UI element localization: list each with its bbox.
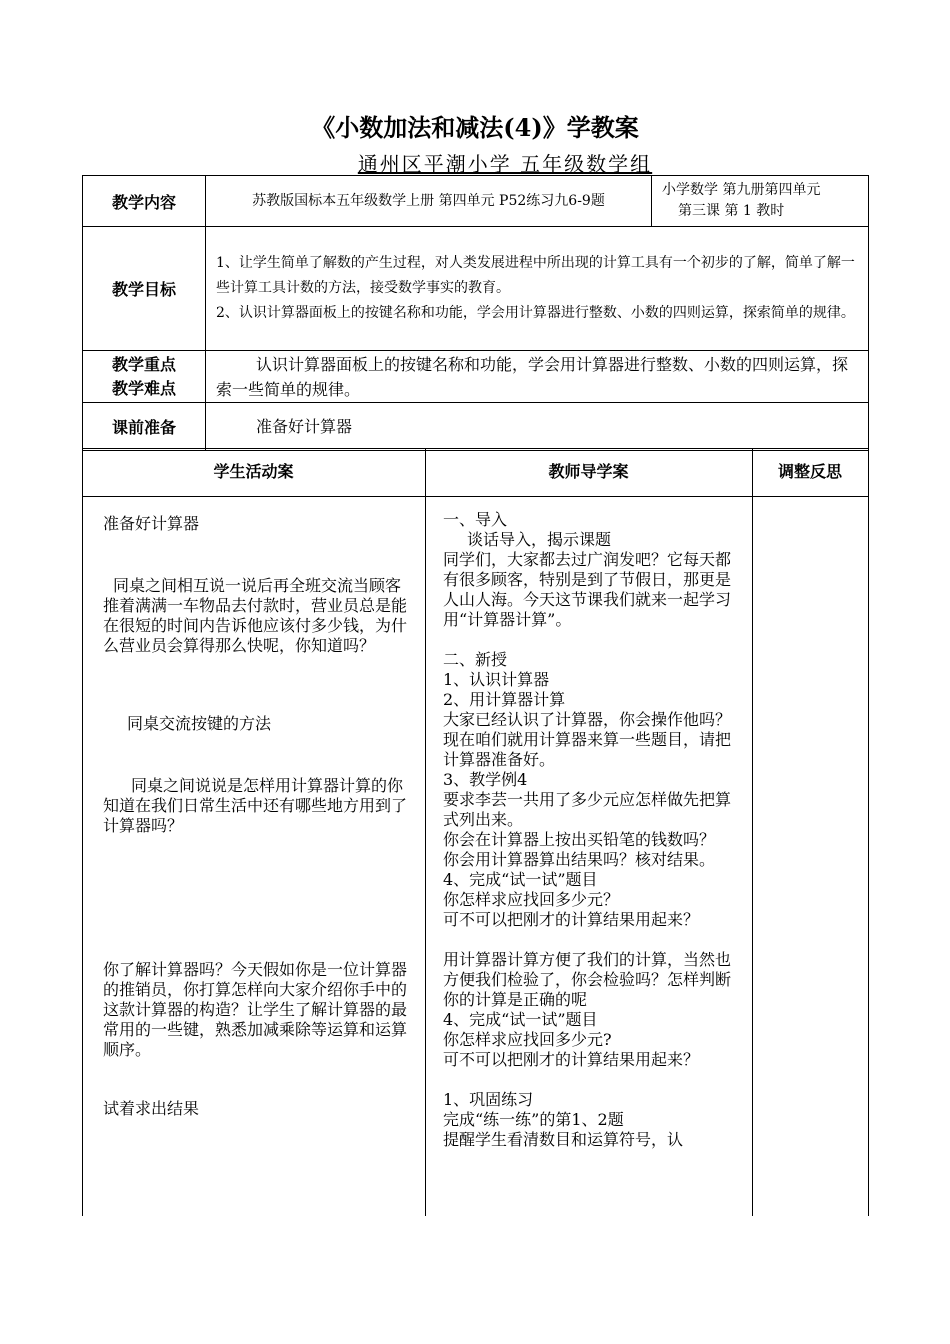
teacher-line: 完成“练一练”的第1、2题 <box>443 1110 624 1129</box>
teacher-line: 同学们，大家都去过广润发吧？它每天都有很多顾客，特别是到了节假日，那更是人山人海。今天这节课我们就来一起学习用“计算器计算”。 <box>443 550 732 629</box>
divider <box>425 448 426 1216</box>
content-right-line1: 小学数学 第九册第四单元 <box>662 182 821 198</box>
teacher-line: 你怎样求应找回多少元？ <box>443 890 620 909</box>
divider <box>82 448 83 1216</box>
content-right-line2: 第三课 第 1 教时 <box>678 203 785 219</box>
student-text-3: 同桌交流按键的方法 <box>127 714 272 733</box>
teacher-line: 大家已经认识了计算器，你会操作他吗？现在咱们就用计算器来算一些题目，请把计算器准备好。 <box>443 710 732 769</box>
student-text-2: 同桌之间相互说一说后再全班交流当顾客推着满满一车物品去付款时，营业员总是能在很短的时间内告诉他应该付多少钱，为什么营业员会算得那么快呢，你知道吗？ <box>103 576 408 655</box>
goal-label: 教学目标 <box>83 227 206 351</box>
divider <box>82 496 868 497</box>
content-text: 苏教版国标本五年级数学上册 第四单元 P52练习九6-9题 <box>206 176 652 227</box>
teacher-line: 一、导入 <box>443 510 508 529</box>
teacher-line: 用计算器计算方便了我们的计算，当然也方便我们检验了，你会检验吗？怎样判断你的计算是正确的呢 <box>443 950 732 1009</box>
info-table <box>82 175 869 451</box>
teacher-line: 提醒学生看清数目和运算符号，认 <box>443 1130 684 1149</box>
key-labels <box>83 351 206 403</box>
subtitle-text: 通州区平潮小学 五年级数学组 <box>357 152 653 176</box>
content-right <box>652 176 869 227</box>
divider <box>868 448 869 1216</box>
teacher-column-header: 教师导学案 <box>548 462 629 481</box>
teacher-line: 二、新授 <box>443 650 508 669</box>
divider <box>752 448 753 1216</box>
teacher-line: 4、完成“试一试”题目 <box>443 870 598 889</box>
teacher-line: 你怎样求应找回多少元? <box>443 1030 612 1049</box>
teacher-line: 可不可以把刚才的计算结果用起来？ <box>443 910 700 929</box>
teacher-line: 3、教学例4 <box>443 770 528 789</box>
content-label: 教学内容 <box>83 176 206 227</box>
teacher-line: 要求李芸一共用了多少元应怎样做先把算式列出来。 <box>443 790 732 829</box>
page-subtitle <box>0 148 950 177</box>
teacher-notes <box>443 510 743 1150</box>
teacher-line: 你会在计算器上按出买铅笔的钱数吗？ <box>443 830 716 849</box>
student-text-6: 试着求出结果 <box>103 1099 200 1118</box>
prep-text: 准备好计算器 <box>206 403 869 451</box>
student-column-header: 学生活动案 <box>213 462 294 481</box>
teacher-line: 你会用计算器算出结果吗？核对结果。 <box>443 850 716 869</box>
teacher-line: 可不可以把刚才的计算结果用起来？ <box>443 1050 700 1069</box>
teacher-line: 2、用计算器计算 <box>443 690 566 709</box>
key-label-1: 教学重点 <box>111 354 176 374</box>
key-label-2: 教学难点 <box>111 378 176 398</box>
student-text-4: 同桌之间说说是怎样用计算器计算的你知道在我们日常生活中还有哪些地方用到了计算器吗？ <box>103 776 408 835</box>
goal-text-2: 2、认识计算器面板上的按键名称和功能，学会用计算器进行整数、小数的四则运算，探索简单的规律。 <box>216 305 855 321</box>
teacher-line: 4、完成“试一试”题目 <box>443 1010 598 1029</box>
goal-text-1: 1、让学生简单了解数的产生过程，对人类发展进程中所出现的计算工具有一个初步的了解，简单了解一些计算工具计数的方法，接受数学事实的教育。 <box>216 255 855 296</box>
page-title: 《小数加法和减法(4)》学教案 <box>311 113 639 142</box>
prep-label: 课前准备 <box>83 403 206 451</box>
key-text: 认识计算器面板上的按键名称和功能，学会用计算器进行整数、小数的四则运算，探索一些简单的规律。 <box>206 351 869 403</box>
reflect-column-header: 调整反思 <box>777 462 842 481</box>
teacher-line: 1、认识计算器 <box>443 670 550 689</box>
teacher-line: 谈话导入，揭示课题 <box>467 530 612 549</box>
teacher-line: 1、巩固练习 <box>443 1090 534 1109</box>
goal-text <box>206 227 869 351</box>
activity-table <box>82 448 868 1216</box>
student-text-1: 准备好计算器 <box>103 514 200 533</box>
student-text-5: 你了解计算器吗？今天假如你是一位计算器的推销员，你打算怎样向大家介绍你手中的这款计算器的构造？让学生了解计算器的最常用的一些键，熟悉加减乘除等运算和运算顺序。 <box>103 960 408 1059</box>
